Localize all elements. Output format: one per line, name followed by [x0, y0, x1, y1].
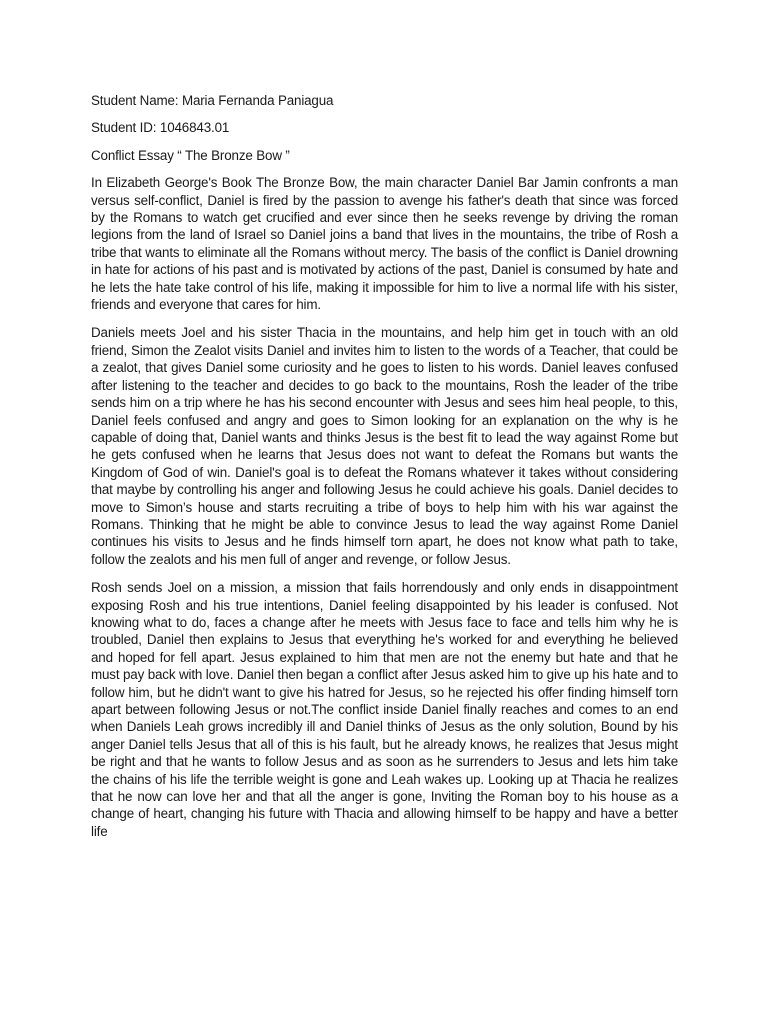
essay-paragraph-2: Daniels meets Joel and his sister Thacia in the mountains, and help him get in touch with an old friend, Simon the Zealot visits Daniel and invites him to listen to the words of a Teacher, that could be a zealot, that gives Daniel some curiosity and he goes to listen to his words. Daniel leaves confused after listening to the teacher and decides to go back to the mountains, Rosh the leader of the tribe sends him on a trip where he has his second encounter with Jesus and sees him heal people, to this, Daniel feels confused and angry and goes to Simon looking for an explanation on the why is he capable of doing that, Daniel wants and thinks Jesus is the best fit to lead the way against Rome but he gets confused when he learns that Jesus does not want to defeat the Romans but wants the Kingdom of God of win. Daniel's goal is to defeat the Romans whatever it takes without considering that maybe by controlling his anger and following Jesus he could achieve his goals. Daniel decides to move to Simon’s house and starts recruiting a tribe of boys to help him with his war against the Romans. Thinking that he might be able to convince Jesus to lead the way against Rome Daniel continues his visits to Jesus and he finds himself torn apart, he does not know what path to take, follow the zealots and his men full of anger and revenge, or follow Jesus. [91, 325, 678, 567]
student-id-line: Student ID: 1046843.01 [91, 120, 230, 136]
essay-title: Conflict Essay “ The Bronze Bow ” [91, 147, 290, 163]
student-name-line: Student Name: Maria Fernanda Paniagua [91, 93, 334, 108]
document-page [91, 92, 678, 851]
essay-paragraph-1: In Elizabeth George's Book The Bronze Bow, the main character Daniel Bar Jamin confronts a man versus self-conflict, Daniel is fired by the passion to avenge his father's death that since was forced by the Romans to watch get crucified and ever since then he seeks revenge by driving the roman legions from the land of Israel so Daniel joins a band that lives in the mountains, the tribe of Rosh a tribe that wants to eliminate all the Romans without mercy. The basis of the conflict is Daniel drowning in hate for actions of his past and is motivated by actions of the past, Daniel is consumed by hate and he lets the hate take control of his life, making it impossible for him to live a normal life with his sister, friends and everyone that cares for him. [91, 175, 678, 313]
essay-paragraph-3: Rosh sends Joel on a mission, a mission that fails horrendously and only ends in disappointment exposing Rosh and his true intentions, Daniel feeling disappointed by his leader is confused. Not knowing what to do, faces a change after he meets with Jesus face to face and tells him why he is troubled, Daniel then explains to Jesus that everything he's worked for and everything he believed and hoped for fell apart. Jesus explained to him that men are not the enemy but hate and that he must pay back with love. Daniel then began a conflict after Jesus asked him to give up his hate and to follow him, but he didn't want to give his hatred for Jesus, so he rejected his offer finding himself torn apart between following Jesus or not.The conflict inside Daniel finally reaches and comes to an end when Daniels Leah grows incredibly ill and Daniel thinks of Jesus as the only solution, Bound by his anger Daniel tells Jesus that all of this is his fault, but he already knows, he realizes that Jesus might be right and that he wants to follow Jesus and as soon as he surrenders to Jesus and lets him take the chains of his life the terrible weight is gone and Leah wakes up. Looking up at Thacia he realizes that he now can love her and that all the anger is gone, Inviting the Roman boy to his house as a change of heart, changing his future with Thacia and allowing himself to be happy and have a better life [91, 580, 678, 839]
